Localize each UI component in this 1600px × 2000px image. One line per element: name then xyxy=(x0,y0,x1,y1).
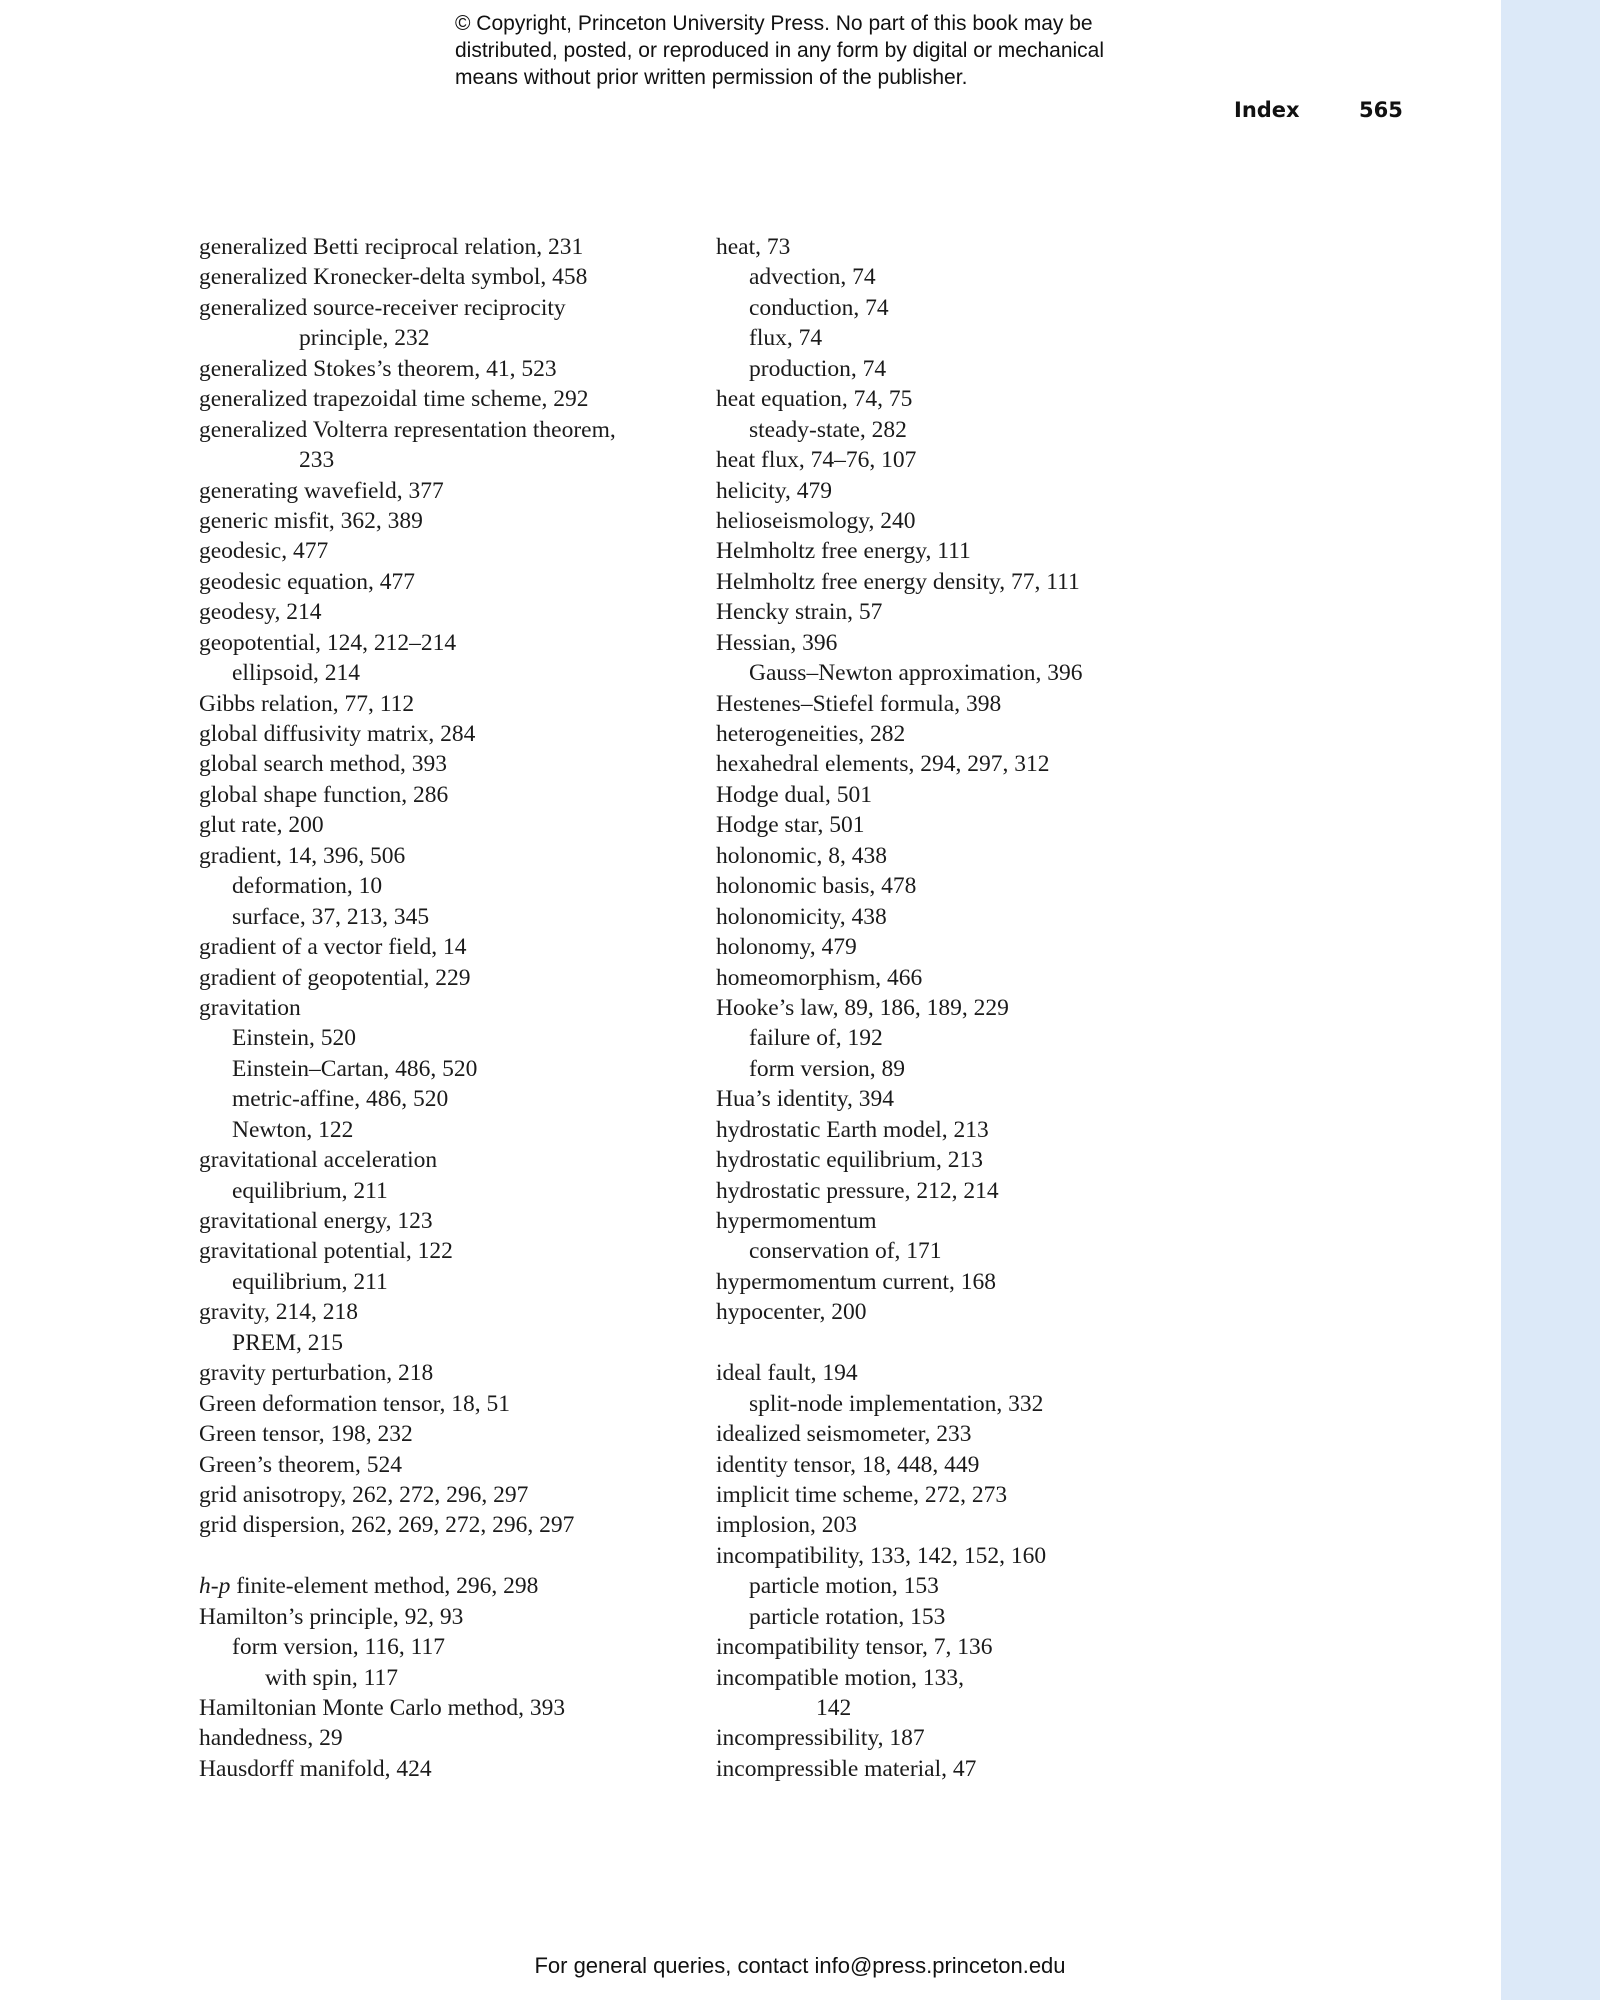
index-entry xyxy=(199,810,699,840)
copyright-notice xyxy=(455,10,1175,91)
index-entry xyxy=(716,780,1216,810)
index-entry xyxy=(199,1358,699,1388)
index-entry-text: deformation, 10 xyxy=(232,873,383,900)
index-entry-text: generalized Stokes’s theorem, 41, 523 xyxy=(199,355,557,382)
index-entry xyxy=(199,628,699,658)
index-entry-text: gravity perturbation, 218 xyxy=(199,1360,434,1387)
index-subentry xyxy=(716,323,1216,353)
index-entry xyxy=(716,384,1216,414)
index-entry-text: particle motion, 153 xyxy=(749,1573,939,1600)
index-entry-text: homeomorphism, 466 xyxy=(716,964,923,991)
index-entry-text: heat, 73 xyxy=(716,234,791,260)
index-entry-text: particle rotation, 153 xyxy=(749,1603,946,1630)
index-entry-text: gravity, 214, 218 xyxy=(199,1299,359,1326)
index-entry xyxy=(199,749,699,779)
index-entry xyxy=(716,536,1216,566)
index-entry xyxy=(716,1176,1216,1206)
index-entry xyxy=(716,993,1216,1023)
index-entry xyxy=(199,1510,699,1540)
index-entry xyxy=(716,841,1216,871)
index-entry xyxy=(199,1389,699,1419)
index-entry xyxy=(716,1754,1216,1784)
index-entry xyxy=(716,749,1216,779)
index-entry-text: Hencky strain, 57 xyxy=(716,599,883,626)
index-entry xyxy=(716,597,1216,627)
index-entry-text: global search method, 393 xyxy=(199,751,447,778)
index-entry xyxy=(199,932,699,962)
index-entry-text: gravitational energy, 123 xyxy=(199,1208,433,1234)
index-entry xyxy=(199,1450,699,1480)
index-entry-text: identity tensor, 18, 448, 449 xyxy=(716,1451,980,1478)
index-entry-text: Hamiltonian Monte Carlo method, 393 xyxy=(199,1695,566,1721)
running-head-section: Index xyxy=(1234,98,1300,122)
index-subentry xyxy=(716,1602,1216,1632)
index-subentry xyxy=(716,415,1216,445)
index-entry-text: generalized Betti reciprocal relation, 231 xyxy=(199,234,584,260)
index-entry xyxy=(716,719,1216,749)
index-entry xyxy=(199,262,699,292)
index-entry-continuation xyxy=(199,323,699,353)
index-entry xyxy=(199,1480,699,1510)
index-entry xyxy=(716,445,1216,475)
index-entry-text: global diffusivity matrix, 284 xyxy=(199,721,476,747)
index-entry-text: hydrostatic equilibrium, 213 xyxy=(716,1147,983,1174)
index-subentry xyxy=(199,902,699,932)
index-entry-italic-term: h-p xyxy=(199,1573,231,1600)
copyright-line: means without prior written permission of the publisher. xyxy=(455,66,968,89)
index-entry xyxy=(199,232,699,262)
index-entry-text: failure of, 192 xyxy=(749,1025,883,1052)
index-subentry xyxy=(716,354,1216,384)
index-entry-text: incompressibility, 187 xyxy=(716,1725,925,1752)
index-entry-text: Hodge star, 501 xyxy=(716,812,865,839)
index-entry-text: metric-affine, 486, 520 xyxy=(232,1086,449,1113)
index-subentry xyxy=(716,1389,1216,1419)
index-entry xyxy=(199,1571,699,1601)
index-entry-text: Hessian, 396 xyxy=(716,629,838,656)
index-letter-gap xyxy=(199,1541,699,1571)
index-entry-text: geodesic equation, 477 xyxy=(199,568,416,595)
index-subentry xyxy=(716,1571,1216,1601)
index-letter-gap xyxy=(716,1328,1216,1358)
index-entry-text: with spin, 117 xyxy=(265,1664,398,1691)
index-entry-text: gravitational acceleration xyxy=(199,1147,438,1174)
index-entry-text: flux, 74 xyxy=(749,325,823,352)
index-column-left xyxy=(199,232,699,1784)
index-entry xyxy=(716,567,1216,597)
index-entry xyxy=(199,1236,699,1266)
index-entry-text: incompatible motion, 133, xyxy=(716,1664,965,1691)
index-entry-text: holonomy, 479 xyxy=(716,934,857,961)
index-entry-text: holonomic basis, 478 xyxy=(716,873,917,900)
index-entry-text: holonomic, 8, 438 xyxy=(716,842,888,869)
index-entry-text: heterogeneities, 282 xyxy=(716,721,906,747)
index-entry xyxy=(199,841,699,871)
index-entry-text: ellipsoid, 214 xyxy=(232,660,360,687)
index-entry-text: glut rate, 200 xyxy=(199,812,324,839)
index-entry xyxy=(199,506,699,536)
index-entry-text: Hodge dual, 501 xyxy=(716,781,872,808)
index-entry xyxy=(716,1510,1216,1540)
index-entry xyxy=(199,597,699,627)
index-entry-text: Gibbs relation, 77, 112 xyxy=(199,690,415,717)
index-entry-text: Hausdorff manifold, 424 xyxy=(199,1755,432,1782)
index-entry-text: Gauss–Newton approximation, 396 xyxy=(749,660,1083,687)
index-entry-text: advection, 74 xyxy=(749,264,876,291)
index-entry xyxy=(716,871,1216,901)
index-entry-text: form version, 116, 117 xyxy=(232,1634,445,1661)
copyright-line: distributed, posted, or reproduced in any form by digital or mechanical xyxy=(455,39,1105,62)
index-entry xyxy=(716,1267,1216,1297)
index-entry xyxy=(199,719,699,749)
index-entry xyxy=(716,1084,1216,1114)
index-subentry xyxy=(716,262,1216,292)
index-entry-text: incompatibility tensor, 7, 136 xyxy=(716,1634,993,1661)
index-entry xyxy=(199,1297,699,1327)
index-entry xyxy=(716,1358,1216,1388)
index-entry-text: production, 74 xyxy=(749,355,887,382)
index-entry-text: geodesy, 214 xyxy=(199,599,322,626)
index-entry xyxy=(716,902,1216,932)
index-entry-text: 233 xyxy=(299,447,335,474)
index-entry-text: handedness, 29 xyxy=(199,1725,343,1752)
index-entry-text: conservation of, 171 xyxy=(749,1238,942,1265)
index-subentry xyxy=(199,1663,699,1693)
index-entry-text: PREM, 215 xyxy=(232,1329,343,1356)
index-entry xyxy=(199,1419,699,1449)
index-entry xyxy=(716,1450,1216,1480)
index-entry-text: hexahedral elements, 294, 297, 312 xyxy=(716,751,1050,778)
index-entry-text: principle, 232 xyxy=(299,325,430,352)
index-entry-continuation xyxy=(716,1693,1216,1723)
index-subentry xyxy=(716,293,1216,323)
index-entry xyxy=(199,993,699,1023)
index-subentry xyxy=(199,1023,699,1053)
index-subentry xyxy=(716,1236,1216,1266)
index-entry-text: generic misfit, 362, 389 xyxy=(199,507,423,534)
index-entry-text: hydrostatic Earth model, 213 xyxy=(716,1116,989,1143)
index-entry-text: generalized Volterra representation theorem, xyxy=(199,416,616,443)
index-entry-text: Hua’s identity, 394 xyxy=(716,1086,894,1113)
index-entry-text: Hooke’s law, 89, 186, 189, 229 xyxy=(716,994,1009,1021)
index-entry-text: 142 xyxy=(816,1695,852,1721)
index-entry xyxy=(716,506,1216,536)
index-entry xyxy=(199,1206,699,1236)
copyright-line: © Copyright, Princeton University Press. No part of this book may be xyxy=(455,12,1093,35)
index-entry-text: generalized source-receiver reciprocity xyxy=(199,294,566,321)
index-entry-text: hydrostatic pressure, 212, 214 xyxy=(716,1177,999,1204)
index-entry-text: global shape function, 286 xyxy=(199,781,449,808)
index-entry xyxy=(716,476,1216,506)
index-entry-text: finite-element method, 296, 298 xyxy=(230,1573,539,1600)
index-entry-text: grid anisotropy, 262, 272, 296, 297 xyxy=(199,1481,529,1508)
index-subentry xyxy=(199,871,699,901)
index-entry-text: Green tensor, 198, 232 xyxy=(199,1421,413,1448)
index-entry-text: helioseismology, 240 xyxy=(716,507,916,534)
index-entry-text: equilibrium, 211 xyxy=(232,1268,388,1295)
index-entry-text: hypermomentum current, 168 xyxy=(716,1268,996,1295)
index-entry xyxy=(199,476,699,506)
index-entry xyxy=(716,1297,1216,1327)
index-entry-text: Hestenes–Stiefel formula, 398 xyxy=(716,690,1002,717)
index-entry xyxy=(199,1693,699,1723)
index-entry-text: gravitation xyxy=(199,994,301,1021)
index-entry xyxy=(199,689,699,719)
index-entry-text: heat flux, 74–76, 107 xyxy=(716,447,917,474)
index-entry xyxy=(716,1632,1216,1662)
index-entry-text: Helmholtz free energy, 111 xyxy=(716,538,971,565)
index-entry-text: Green’s theorem, 524 xyxy=(199,1451,402,1478)
index-entry xyxy=(199,293,699,323)
index-entry xyxy=(199,1602,699,1632)
index-entry xyxy=(716,1115,1216,1145)
index-entry-text: holonomicity, 438 xyxy=(716,903,887,930)
index-entry xyxy=(199,1723,699,1753)
index-entry xyxy=(716,1723,1216,1753)
index-entry xyxy=(716,1206,1216,1236)
index-entry-text: generating wavefield, 377 xyxy=(199,477,444,504)
index-entry xyxy=(716,1541,1216,1571)
index-entry xyxy=(199,1145,699,1175)
index-entry-text: geopotential, 124, 212–214 xyxy=(199,629,457,656)
index-subentry xyxy=(199,1328,699,1358)
index-entry-text: steady-state, 282 xyxy=(749,416,907,443)
index-subentry xyxy=(716,658,1216,688)
index-entry xyxy=(199,384,699,414)
index-entry xyxy=(199,415,699,445)
index-entry-text: Einstein, 520 xyxy=(232,1025,357,1052)
index-entry-text: implosion, 203 xyxy=(716,1512,858,1539)
index-entry xyxy=(199,1754,699,1784)
index-entry-text: equilibrium, 211 xyxy=(232,1177,388,1204)
index-entry-text: ideal fault, 194 xyxy=(716,1360,858,1387)
index-entry-text: hypermomentum xyxy=(716,1208,877,1234)
index-entry-text: gravitational potential, 122 xyxy=(199,1238,453,1265)
index-subentry xyxy=(199,1176,699,1206)
index-entry-text: grid dispersion, 262, 269, 272, 296, 297 xyxy=(199,1512,575,1539)
index-entry-text: Newton, 122 xyxy=(232,1116,354,1143)
index-entry xyxy=(199,963,699,993)
index-entry-text: Einstein–Cartan, 486, 520 xyxy=(232,1055,478,1082)
index-subentry xyxy=(199,1115,699,1145)
index-entry-text: form version, 89 xyxy=(749,1055,905,1082)
index-entry xyxy=(716,810,1216,840)
index-entry xyxy=(716,1145,1216,1175)
index-entry xyxy=(716,932,1216,962)
side-margin-band xyxy=(1501,0,1600,2000)
index-subentry xyxy=(716,1023,1216,1053)
index-entry xyxy=(716,628,1216,658)
index-entry xyxy=(716,689,1216,719)
index-entry-text: heat equation, 74, 75 xyxy=(716,386,913,413)
index-column-right xyxy=(716,232,1216,1784)
index-entry-text: gradient of a vector field, 14 xyxy=(199,934,467,961)
index-entry-text: generalized Kronecker-delta symbol, 458 xyxy=(199,264,588,291)
index-subentry xyxy=(199,1054,699,1084)
index-entry-text: incompressible material, 47 xyxy=(716,1755,977,1782)
index-entry-text: helicity, 479 xyxy=(716,477,832,504)
index-entry xyxy=(716,963,1216,993)
footer-contact: For general queries, contact info@press.princeton.edu xyxy=(534,1953,1066,1978)
index-entry-text: Helmholtz free energy density, 77, 111 xyxy=(716,568,1080,595)
index-entry-text: surface, 37, 213, 345 xyxy=(232,903,430,930)
index-entry-text: gradient of geopotential, 229 xyxy=(199,964,471,991)
index-subentry xyxy=(199,1632,699,1662)
index-entry-text: split-node implementation, 332 xyxy=(749,1390,1044,1417)
index-entry-text: generalized trapezoidal time scheme, 292 xyxy=(199,386,589,413)
index-entry-text: implicit time scheme, 272, 273 xyxy=(716,1481,1008,1508)
index-subentry xyxy=(199,658,699,688)
index-entry xyxy=(199,567,699,597)
index-entry xyxy=(716,1419,1216,1449)
index-entry xyxy=(199,354,699,384)
page-number: 565 xyxy=(1359,98,1403,122)
index-entry xyxy=(716,232,1216,262)
index-entry-continuation xyxy=(199,445,699,475)
index-entry-text: Green deformation tensor, 18, 51 xyxy=(199,1390,510,1417)
index-entry-text: hypocenter, 200 xyxy=(716,1299,867,1326)
index-entry-text: geodesic, 477 xyxy=(199,538,329,565)
index-entry xyxy=(716,1480,1216,1510)
index-subentry xyxy=(716,1054,1216,1084)
index-entry-text: incompatibility, 133, 142, 152, 160 xyxy=(716,1542,1047,1569)
index-subentry xyxy=(199,1084,699,1114)
index-entry-text: Hamilton’s principle, 92, 93 xyxy=(199,1603,464,1630)
index-entry xyxy=(199,780,699,810)
index-entry-text: conduction, 74 xyxy=(749,294,889,321)
index-entry-text: idealized seismometer, 233 xyxy=(716,1421,972,1448)
index-entry xyxy=(716,1663,1216,1693)
index-entry xyxy=(199,536,699,566)
index-subentry xyxy=(199,1267,699,1297)
index-entry-text: gradient, 14, 396, 506 xyxy=(199,842,406,869)
